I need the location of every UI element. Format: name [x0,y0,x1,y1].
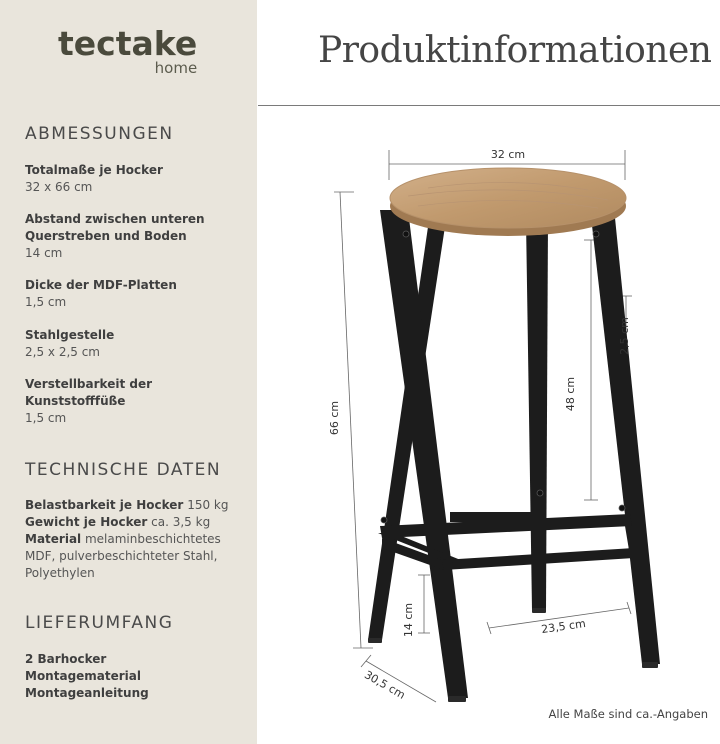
dim-depth: 30,5 cm [362,668,408,702]
title-divider [258,105,720,106]
section-heading-abmessungen: ABMESSUNGEN [25,124,174,144]
dim-bar-height: 14 cm [402,602,415,638]
spec-item [25,376,175,427]
dim-bar-width: 23,5 cm [540,616,587,637]
dim-height-lower: 48 cm [564,376,577,412]
sidebar [0,0,257,744]
spec-value: 1,5 cm [25,295,67,309]
spec-label: Verstellbarkeit der Kunststofffüße [25,377,153,408]
spec-value: 32 x 66 cm [25,180,93,194]
dim-height-total: 66 cm [328,400,341,436]
tech-label: Gewicht je Hocker [25,515,148,529]
tech-value: melaminbeschichtetes MDF, pulverbeschichteter Stahl, Polyethylen [25,532,221,580]
spec-item [25,162,240,196]
delivery-item: 2 Barhocker [25,652,107,666]
section-heading-lieferumfang: LIEFERUMFANG [25,613,174,633]
spec-item [25,211,215,262]
brand-sub: home [154,59,198,77]
footnote: Alle Maße sind ca.-Angaben [548,707,708,721]
brand-name: tectake [58,24,198,63]
spec-value: 2,5 x 2,5 cm [25,345,100,359]
tech-label: Belastbarkeit je Hocker [25,498,184,512]
dim-seat-width: 32 cm [490,148,526,161]
stool-seat [390,168,626,236]
spec-item [25,327,240,361]
section-heading-technische-daten: TECHNISCHE DATEN [25,460,222,480]
tech-label: Material [25,532,82,546]
spec-value: 1,5 cm [25,411,67,425]
tech-row [25,514,240,531]
page-title: Produktinformationen [318,30,712,71]
spec-label: Abstand zwischen unteren Querstreben und Boden [25,212,205,243]
delivery-item: Montageanleitung [25,686,149,700]
spec-label: Dicke der MDF-Platten [25,278,177,292]
tech-value: 150 kg [187,498,229,512]
tech-row [25,531,240,582]
spec-label: Totalmaße je Hocker [25,163,163,177]
tech-row [25,497,240,514]
tech-value: ca. 3,5 kg [151,515,211,529]
stool-illustration [258,108,720,708]
tech-data-block [25,497,240,582]
spec-item [25,277,240,311]
brand-logo [58,26,197,77]
spec-value: 14 cm [25,246,63,260]
spec-label: Stahlgestelle [25,328,115,342]
delivery-item: Montagematerial [25,669,142,683]
dim-profile: 2,5 cm [618,317,631,355]
delivery-list [25,651,240,702]
